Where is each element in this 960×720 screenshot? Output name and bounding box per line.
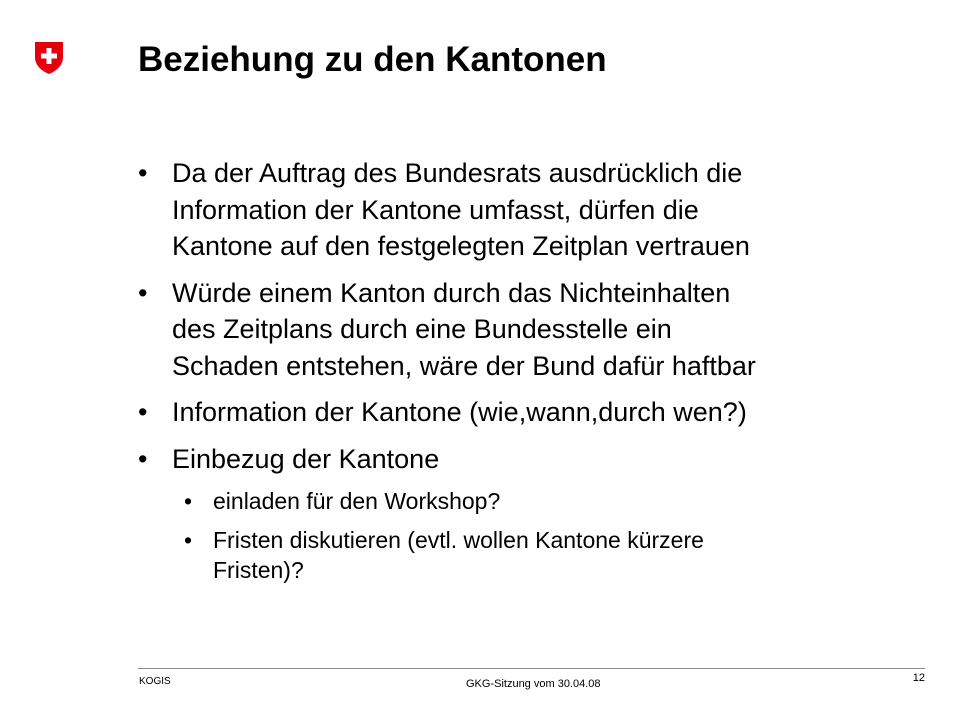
sub-bullet-item [172, 486, 938, 516]
sub-bullet-line: Fristen)? [213, 557, 304, 583]
bullet-item [138, 155, 938, 265]
bullet-line: Würde einem Kanton durch das Nichteinhalten [172, 277, 731, 308]
bullet-marker: • [184, 488, 193, 514]
footer-divider [138, 668, 925, 669]
bullet-item [138, 441, 938, 586]
bullet-marker: • [138, 397, 148, 427]
bullet-list [138, 155, 938, 595]
bullet-marker: • [138, 158, 148, 188]
sub-bullet-item [172, 525, 938, 585]
bullet-line: Schaden entstehen, wäre der Bund dafür haftbar [172, 350, 756, 381]
footer-organization: KOGIS [139, 676, 171, 687]
slide-title: Beziehung zu den Kantonen [138, 40, 607, 79]
bullet-line: Einbezug der Kantone [172, 443, 440, 474]
sub-bullet-list [172, 486, 938, 585]
bullet-line: Information der Kantone (wie,wann,durch wen?) [172, 397, 747, 427]
sub-bullet-line: Fristen diskutieren (evtl. wollen Kantone kürzere [213, 527, 704, 553]
bullet-item [138, 275, 938, 385]
bullet-line: Information der Kantone umfasst, dürfen die [172, 194, 699, 225]
sub-bullet-line: einladen für den Workshop? [213, 488, 501, 514]
page-number: 12 [912, 672, 925, 684]
bullet-item [138, 394, 938, 431]
bullet-line: Kantone auf den festgelegten Zeitplan vertrauen [172, 231, 750, 261]
bullet-marker: • [138, 277, 148, 308]
bullet-line: Da der Auftrag des Bundesrats ausdrücklich die [172, 158, 743, 188]
bullet-marker: • [138, 443, 148, 474]
swiss-coat-of-arms-icon [34, 41, 64, 75]
footer-meeting: GKG-Sitzung vom 30.04.08 [466, 678, 601, 690]
bullet-line: des Zeitplans durch eine Bundesstelle ein [172, 314, 672, 344]
bullet-marker: • [184, 527, 193, 553]
